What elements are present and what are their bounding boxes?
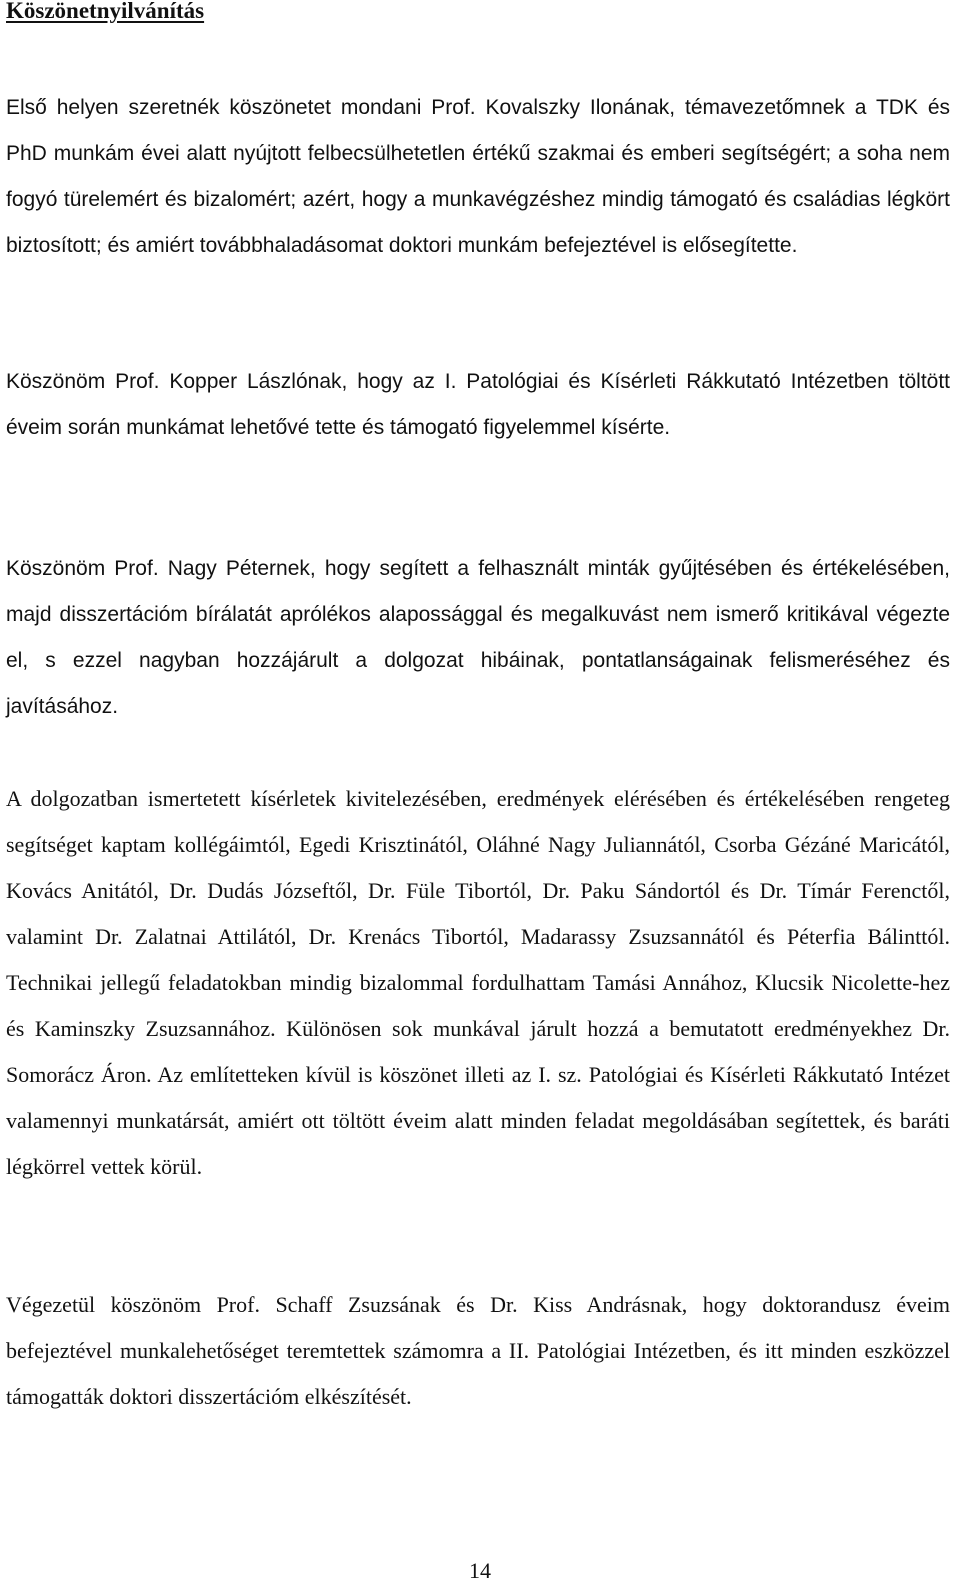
paragraph-thanks-final: Végezetül köszönöm Prof. Schaff Zsuzsának és Dr. Kiss Andrásnak, hogy doktorandusz éveim befejeztével munkalehetőséget teremtettek számomra a II. Patológiai Intézetben, és itt minden eszközzel támogatták doktori disszertációm elkészítését. (6, 1292, 950, 1409)
paragraph-thanks-colleagues: A dolgozatban ismertetett kísérletek kivitelezésében, eredmények elérésében és értékelésében rengeteg segítséget kaptam kollégáimtól, Egedi Krisztinától, Oláhné Nagy Juliannától, Csorba Gézáné Maricától, Kovács Anitától, Dr. Dudás Józseftől, Dr. Füle Tibortól, Dr. Paku Sándortól és Dr. Tímár Ferenctől, valamint Dr. Zalatnai Attilától, Dr. Krenács Tibortól, Madarassy Zsuzsannától és Péterfia Bálinttól. Technikai jellegű feladatokban mindig bizalommal fordulhattam Tamási Annához, Klucsik Nicolette-hez és Kaminszky Zsuzsannához. Különösen sok munkával járult hozzá a bemutatott eredményekhez Dr. Somorácz Áron. Az említetteken kívül is köszönet illeti az I. sz. Patológiai és Kísérleti Rákkutató Intézet valamennyi munkatársát, amiért ott töltött éveim alatt minden feladat megoldásában segítettek, és baráti légkörrel vettek körül. (6, 786, 950, 1179)
page-number: 14 (469, 1558, 491, 1583)
paragraph-thanks-supervisor: Első helyen szeretnék köszönetet mondani Prof. Kovalszky Ilonának, témavezetőmnek a TDK és PhD munkám évei alatt nyújtott felbecsülhetetlen értékű szakmai és emberi segítségért; a soha nem fogyó türelemért és bizalomért; azért, hogy a munkavégzéshez mindig támogató és családias légkört biztosított; és amiért továbbhaladásomat doktori munkám befejeztével is elősegítette. (6, 96, 950, 257)
paragraph-thanks-kopper: Köszönöm Prof. Kopper Lászlónak, hogy az I. Patológiai és Kísérleti Rákkutató Intézetben töltött éveim során munkámat lehetővé tette és támogató figyelemmel kísérte. (6, 370, 950, 439)
paragraph-thanks-nagy: Köszönöm Prof. Nagy Péternek, hogy segített a felhasznált minták gyűjtésében és értékelésében, majd disszertációm bírálatát aprólékos alapossággal és megalkuvást nem ismerő kritikával végezte el, s ezzel nagyban hozzájárult a dolgozat hibáinak, pontatlanságainak felismeréséhez és javításához. (6, 557, 950, 718)
page-heading: Köszönetnyilvánítás (6, 0, 205, 23)
